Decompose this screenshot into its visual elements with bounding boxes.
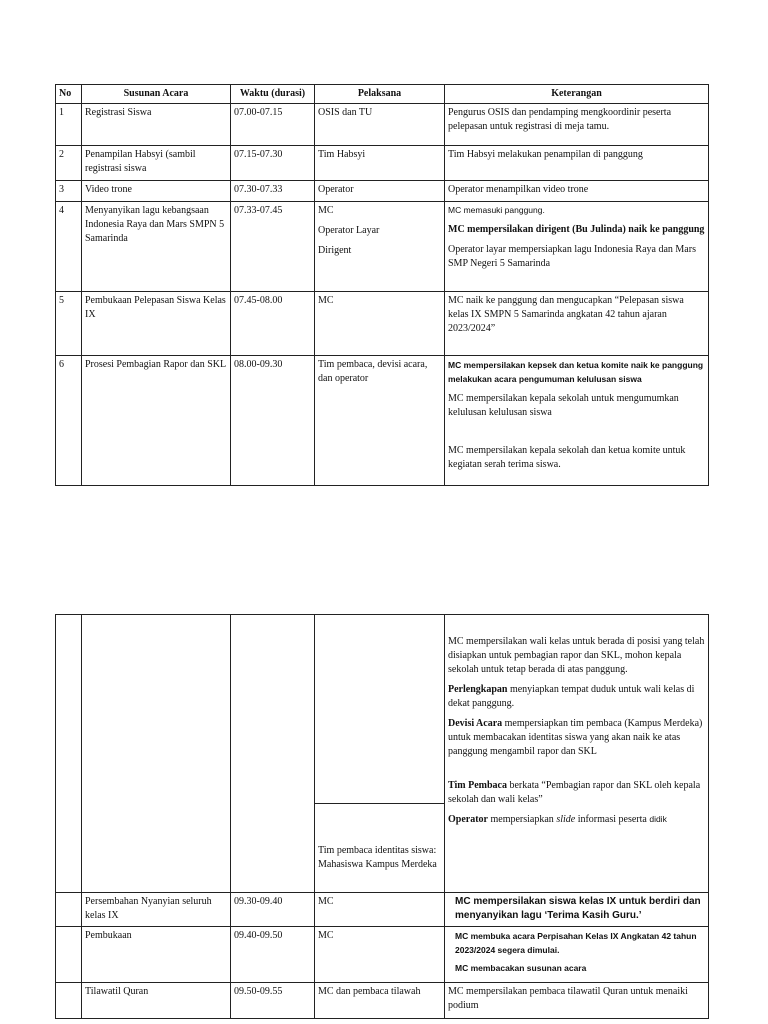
cell-keterangan: Tim Habsyi melakukan penampilan di panggung [445,146,709,181]
cell-acara: Prosesi Pembagian Rapor dan SKL [82,356,231,486]
cell-waktu: 09.30-09.40 [231,893,315,927]
cell-acara: Menyanyikan lagu kebangsaan Indonesia Raya dan Mars SMPN 5 Samarinda [82,202,231,292]
keterangan-lead: Devisi Acara [448,718,503,729]
table-row [56,983,709,1019]
keterangan-line: Operator layar mempersiapkan lagu Indonesia Raya dan Mars SMP Negeri 5 Samarinda [448,244,696,269]
keterangan-line: MC mempersilakan kepala sekolah dan ketua komite untuk kegiatan serah terima siswa. [448,445,686,470]
cell-acara: Tilawatil Quran [82,983,231,1019]
pelaksana-lower-subcell: Tim pembaca identitas siswa: Mahasiswa Kampus Merdeka [318,845,437,870]
cell-pelaksana [315,615,445,893]
keterangan-line [448,813,705,827]
pelaksana-dirigent: Dirigent [318,245,352,256]
header-waktu: Waktu (durasi) [231,85,315,104]
cell-waktu: 07.33-07.45 [231,202,315,292]
table-row [56,615,709,893]
schedule-table-1 [55,84,709,486]
cell-waktu: 07.45-08.00 [231,292,315,356]
cell-pelaksana: MC dan pembaca tilawah [315,983,445,1019]
keterangan-text: menyiapkan tempat duduk untuk wali kelas di dekat panggung. [448,684,695,709]
cell-acara: Video trone [82,181,231,202]
table-row [56,202,709,292]
cell-no [56,615,82,893]
cell-keterangan: Pengurus OSIS dan pendamping mengkoordinir peserta pelepasan untuk registrasi di meja tamu. [445,104,709,146]
keterangan-line: MC mempersilakan wali kelas untuk berada di posisi yang telah disiapkan untuk pembagian rapor dan SKL, mohon kepala sekolah untuk tetap berada di atas panggung. [448,636,705,675]
cell-waktu: 07.00-07.15 [231,104,315,146]
cell-waktu: 07.30-07.33 [231,181,315,202]
table-row [56,181,709,202]
keterangan-lead: Perlengkapan [448,684,508,695]
cell-acara: Pembukaan Pelepasan Siswa Kelas IX [82,292,231,356]
cell-keterangan: MC mempersilakan pembaca tilawatil Quran untuk menaiki podium [445,983,709,1019]
header-susunan-acara: Susunan Acara [82,85,231,104]
cell-keterangan [445,202,709,292]
schedule-table-2 [55,614,709,1019]
keterangan-line [448,683,705,711]
cell-no: 5 [56,292,82,356]
cell-acara: Pembukaan [82,927,231,983]
cell-no [56,893,82,927]
keterangan-line: MC mempersilakan dirigent (Bu Julinda) naik ke panggung [448,224,705,235]
header-keterangan: Keterangan [445,85,709,104]
cell-pelaksana: Operator [315,181,445,202]
cell-pelaksana: Tim pembaca, devisi acara, dan operator [315,356,445,486]
cell-waktu: 09.40-09.50 [231,927,315,983]
cell-no: 3 [56,181,82,202]
cell-no: 1 [56,104,82,146]
cell-keterangan [445,927,709,983]
pelaksana-mc: MC [318,205,334,216]
header-pelaksana: Pelaksana [315,85,445,104]
table-row [56,893,709,927]
keterangan-text: berkata “Pembagian rapor dan SKL oleh kepala sekolah dan wali kelas” [448,780,701,805]
table-row [56,146,709,181]
cell-waktu: 08.00-09.30 [231,356,315,486]
keterangan-line: MC mempersilakan kepsek dan ketua komite naik ke panggung melakukan acara pengumuman kelulusan siswa [448,360,704,384]
table-row [56,927,709,983]
cell-pelaksana: OSIS dan TU [315,104,445,146]
cell-pelaksana: MC [315,927,445,983]
cell-no [56,983,82,1019]
cell-keterangan: MC naik ke panggung dan mengucapkan “Pelepasan siswa kelas IX SMPN 5 Samarinda angkatan 42 tahun ajaran 2023/2024” [445,292,709,356]
cell-keterangan: Operator menampilkan video trone [445,181,709,202]
keterangan-text: mempersiapkan [488,814,557,825]
cell-keterangan: MC mempersilakan siswa kelas IX untuk berdiri dan menyanyikan lagu ‘Terima Kasih Guru.’ [445,893,709,927]
pelaksana-upper-subcell [315,615,444,804]
keterangan-lead: Operator [448,814,488,825]
cell-pelaksana: MC [315,893,445,927]
cell-keterangan [445,356,709,486]
keterangan-line: MC memasuki panggung. [448,205,545,215]
table-row [56,104,709,146]
cell-acara: Registrasi Siswa [82,104,231,146]
cell-acara: Penampilan Habsyi (sambil registrasi siswa [82,146,231,181]
cell-pelaksana: MC [315,292,445,356]
keterangan-line: MC membuka acara Perpisahan Kelas IX Angkatan 42 tahun 2023/2024 segera dimulai. [455,931,697,955]
cell-acara: Persembahan Nyanyian seluruh kelas IX [82,893,231,927]
cell-waktu: 09.50-09.55 [231,983,315,1019]
cell-keterangan [445,615,709,893]
table-header-row [56,85,709,104]
table-row [56,356,709,486]
cell-no [56,927,82,983]
cell-pelaksana [315,202,445,292]
table-row [56,292,709,356]
cell-waktu: 07.15-07.30 [231,146,315,181]
cell-no: 6 [56,356,82,486]
keterangan-italic: slide [556,814,576,825]
keterangan-text: didik [649,814,667,824]
keterangan-line [448,717,705,759]
pelaksana-operator-layar: Operator Layar [318,225,380,236]
keterangan-line: MC mempersilakan kepala sekolah untuk mengumumkan kelulusan kelulusan siswa [448,393,679,418]
keterangan-lead: Tim Pembaca [448,780,507,791]
keterangan-text: informasi peserta [575,814,650,825]
keterangan-text: mempersiapkan tim pembaca (Kampus Merdeka) untuk membacakan identitas siswa yang akan naik ke atas panggung mengambil rapor dan SKL [448,718,703,757]
cell-no: 2 [56,146,82,181]
cell-pelaksana: Tim Habsyi [315,146,445,181]
keterangan-line: MC membacakan susunan acara [455,963,587,973]
header-no: No [56,85,82,104]
cell-waktu [231,615,315,893]
keterangan-line [448,779,705,807]
cell-no: 4 [56,202,82,292]
cell-acara [82,615,231,893]
